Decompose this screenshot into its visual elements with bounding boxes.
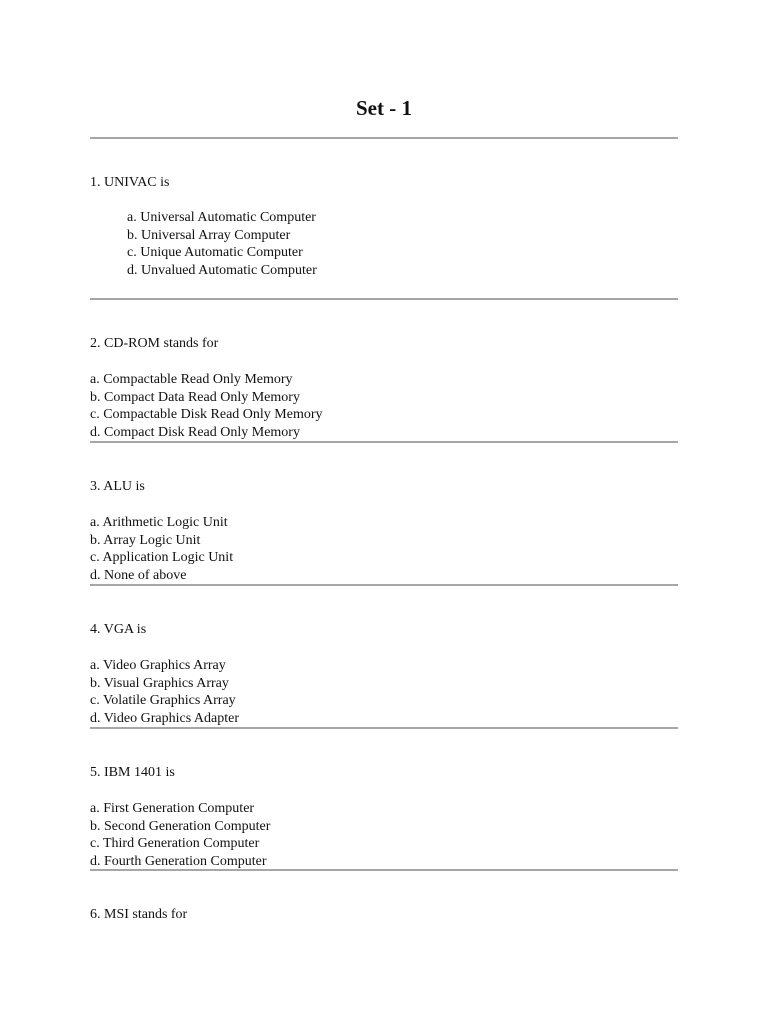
divider [90, 441, 678, 443]
option-b: b. Visual Graphics Array [90, 675, 229, 691]
question-2: 2. CD-ROM stands for [90, 336, 219, 351]
option-d: d. None of above [90, 568, 187, 584]
option-a: a. Video Graphics Array [90, 658, 226, 673]
option-b: b. Second Generation Computer [90, 818, 271, 834]
divider [90, 298, 678, 300]
option-a: a. First Generation Computer [90, 801, 255, 816]
option-d: d. Unvalued Automatic Computer [127, 263, 317, 279]
divider [90, 137, 678, 139]
option-b: b. Universal Array Computer [127, 227, 291, 243]
question-5-options [90, 800, 270, 871]
divider [90, 869, 678, 871]
question-1: 1. UNIVAC is [90, 175, 170, 190]
question-3: 3. ALU is [90, 479, 145, 494]
option-c: c. Unique Automatic Computer [127, 245, 303, 261]
option-c: c. Volatile Graphics Array [90, 693, 236, 709]
divider [90, 584, 678, 586]
option-a: a. Arithmetic Logic Unit [90, 515, 228, 530]
question-3-options [90, 514, 233, 585]
divider [90, 727, 678, 729]
question-4: 4. VGA is [90, 622, 147, 637]
option-a: a. Universal Automatic Computer [127, 210, 316, 225]
option-b: b. Array Logic Unit [90, 532, 201, 548]
option-b: b. Compact Data Read Only Memory [90, 389, 300, 405]
question-6: 6. MSI stands for [90, 907, 188, 922]
question-1-options [127, 209, 317, 280]
option-a: a. Compactable Read Only Memory [90, 372, 293, 387]
option-c: c. Compactable Disk Read Only Memory [90, 407, 323, 423]
option-c: c. Application Logic Unit [90, 550, 234, 566]
page-title: Set - 1 [356, 96, 412, 120]
option-c: c. Third Generation Computer [90, 836, 260, 852]
option-d: d. Fourth Generation Computer [90, 854, 267, 870]
option-d: d. Video Graphics Adapter [90, 711, 239, 727]
question-2-options [90, 371, 323, 442]
question-5: 5. IBM 1401 is [90, 765, 175, 780]
option-d: d. Compact Disk Read Only Memory [90, 425, 300, 441]
question-4-options [90, 657, 239, 728]
